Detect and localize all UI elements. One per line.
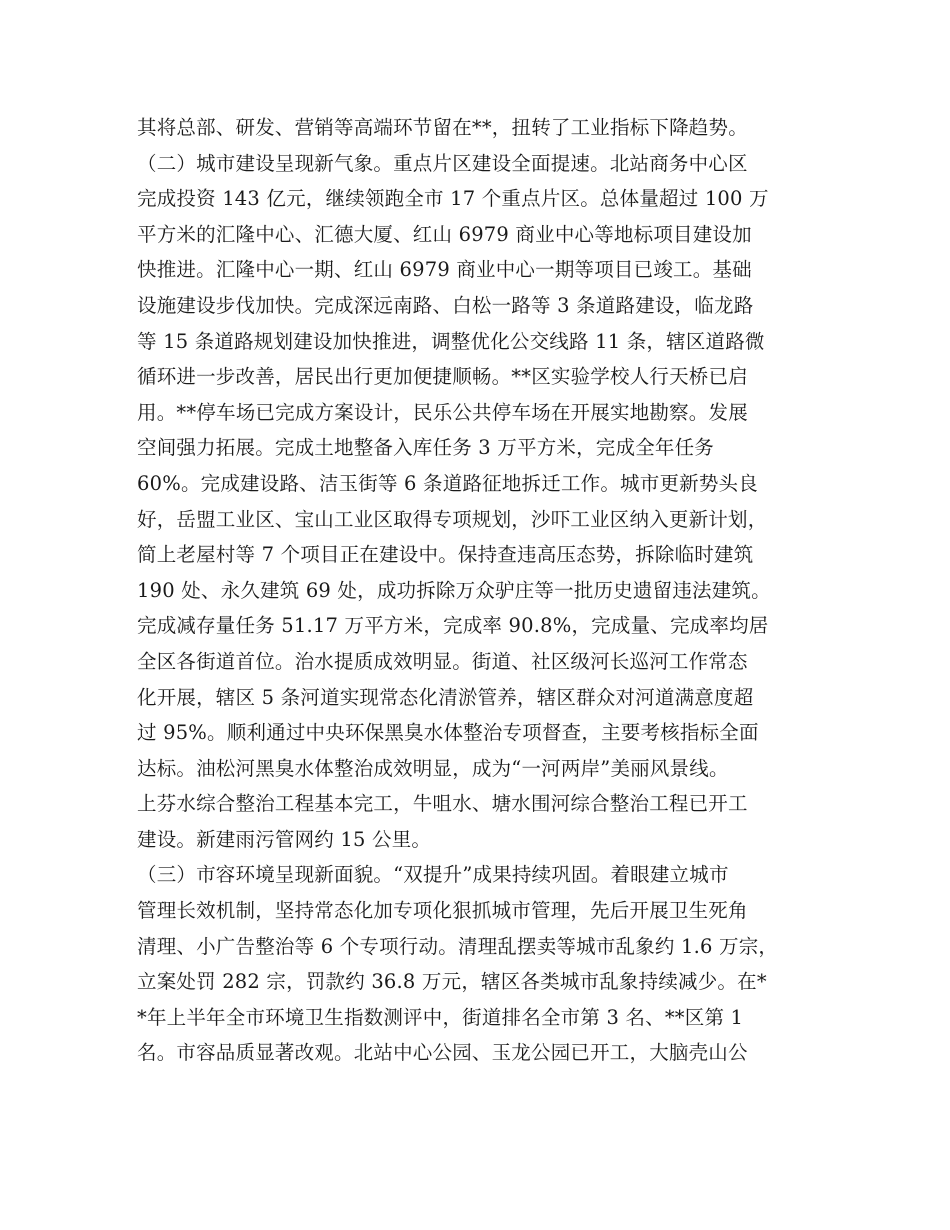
text-line: 设施建设步伐加快。完成深远南路、白松一路等 3 条道路建设，临龙路	[137, 293, 754, 317]
body-text	[137, 110, 827, 1071]
text-line: 完成投资 143 亿元，继续领跑全市 17 个重点片区。总体量超过 100 万	[137, 187, 769, 211]
text-line: 化开展，辖区 5 条河道实现常态化清淤管养，辖区群众对河道满意度超	[137, 685, 754, 709]
text-line: *年上半年全市环境卫生指数测评中，街道排名全市第 3 名、**区第 1	[137, 1005, 744, 1029]
text-line: 等 15 条道路规划建设加快推进，调整优化公交线路 11 条，辖区道路微	[137, 329, 765, 353]
text-line: 循环进一步改善，居民出行更加便捷顺畅。**区实验学校人行天桥已启	[137, 365, 748, 389]
text-line: 管理长效机制，坚持常态化加专项化狠抓城市管理，先后开展卫生死角	[137, 899, 748, 923]
text-line: 全区各街道首位。治水提质成效明显。街道、社区级河长巡河工作常态	[137, 649, 748, 673]
text-line: 60%。完成建设路、洁玉街等 6 条道路征地拆迁工作。城市更新势头良	[137, 471, 758, 495]
text-line: 好，岳盟工业区、宝山工业区取得专项规划，沙吓工业区纳入更新计划，	[137, 507, 768, 531]
text-line: 过 95%。顺利通过中央环保黑臭水体整治专项督查，主要考核指标全面	[137, 721, 759, 745]
text-line: 完成减存量任务 51.17 万平方米，完成率 90.8%，完成量、完成率均居	[137, 614, 769, 638]
text-line: 清理、小广告整治等 6 个专项行动。清理乱摆卖等城市乱象约 1.6 万宗，	[137, 934, 779, 958]
section-heading-line: （三）市容环境呈现新面貌。“双提升”成果持续巩固。着眼建立城市	[137, 863, 729, 887]
text-line: 空间强力拓展。完成土地整备入库任务 3 万平方米，完成全年任务	[137, 436, 715, 460]
section-heading-line: （二）城市建设呈现新气象。重点片区建设全面提速。北站商务中心区	[137, 151, 748, 175]
text-line: 立案处罚 282 宗，罚款约 36.8 万元，辖区各类城市乱象持续减少。在*	[137, 970, 767, 994]
text-line: 用。**停车场已完成方案设计，民乐公共停车场在开展实地勘察。发展	[137, 400, 748, 424]
text-line: 平方米的汇隆中心、汇德大厦、红山 6979 商业中心等地标项目建设加	[137, 222, 752, 246]
text-line: 190 处、永久建筑 69 处，成功拆除万众驴庄等一批历史遗留违法建筑。	[137, 578, 771, 602]
text-line: 达标。油松河黑臭水体整治成效明显，成为“一河两岸”美丽风景线。	[137, 756, 729, 780]
text-line: 快推进。汇隆中心一期、红山 6979 商业中心一期等项目已竣工。基础	[137, 258, 752, 282]
text-line: 其将总部、研发、营销等高端环节留在**，扭转了工业指标下降趋势。	[137, 116, 748, 139]
text-line: 简上老屋村等 7 个项目正在建设中。保持查违高压态势，拆除临时建筑	[137, 543, 754, 567]
text-line: 名。市容品质显著改观。北站中心公园、玉龙公园已开工，大脑壳山公	[137, 1041, 748, 1065]
text-line: 上芬水综合整治工程基本完工，牛咀水、塘水围河综合整治工程已开工	[137, 792, 748, 816]
text-line: 建设。新建雨污管网约 15 公里。	[137, 827, 432, 851]
